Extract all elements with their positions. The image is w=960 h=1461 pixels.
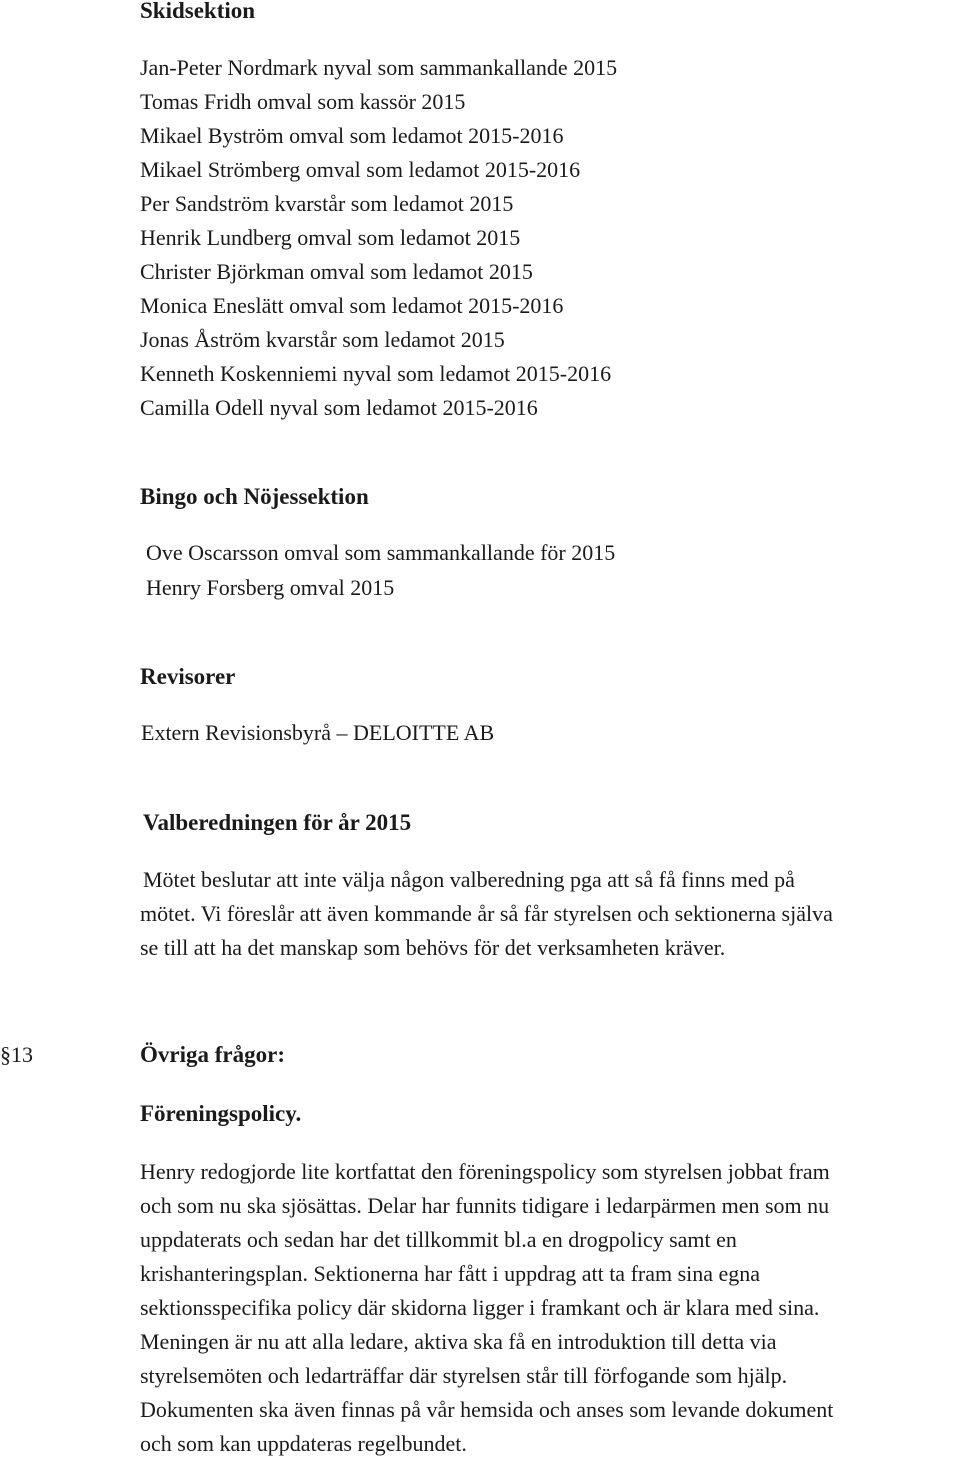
skid-line-7: Christer Björkman omval som ledamot 2015 [140,259,533,284]
valberedning-heading: Valberedningen för år 2015 [143,810,412,835]
ovriga-fragor-heading: Övriga frågor: [140,1042,285,1067]
policy-line-8: Dokumenten ska även finnas på vår hemsida och anses som levande dokument [140,1397,834,1422]
skid-line-11: Camilla Odell nyval som ledamot 2015-2016 [140,395,538,420]
skid-line-2: Tomas Fridh omval som kassör 2015 [140,89,466,114]
policy-line-3: uppdaterats och sedan har det tillkommit bl.a en drogpolicy samt en [140,1227,737,1252]
skid-line-1: Jan-Peter Nordmark nyval som sammankallande 2015 [140,55,618,80]
bingo-line-1: Ove Oscarsson omval som sammankallande för 2015 [146,540,616,565]
skid-line-8: Monica Eneslätt omval som ledamot 2015-2016 [140,293,564,318]
skid-line-10: Kenneth Koskenniemi nyval som ledamot 2015-2016 [140,361,612,386]
policy-line-6: Meningen är nu att alla ledare, aktiva ska få en introduktion till detta via [140,1329,777,1354]
section-number: §13 [0,1042,33,1067]
policy-line-1: Henry redogjorde lite kortfattat den föreningspolicy som styrelsen jobbat fram [140,1159,830,1184]
policy-line-9: och som kan uppdateras regelbundet. [140,1431,467,1456]
foreningspolicy-subheading: Föreningspolicy. [140,1101,302,1126]
policy-line-5: sektionsspecifika policy där skidorna ligger i framkant och är klara med sina. [140,1295,820,1320]
valberedning-line-2: mötet. Vi föreslår att även kommande år så får styrelsen och sektionerna själva [140,901,833,926]
skid-line-6: Henrik Lundberg omval som ledamot 2015 [140,225,521,250]
bingo-line-2: Henry Forsberg omval 2015 [146,575,395,600]
revisorer-line: Extern Revisionsbyrå – DELOITTE AB [141,720,495,745]
valberedning-line-1: Mötet beslutar att inte välja någon valberedning pga att så få finns med på [143,867,795,892]
skid-line-4: Mikael Strömberg omval som ledamot 2015-2016 [140,157,581,182]
foreningspolicy-paragraph [140,1155,833,1461]
policy-line-2: och som nu ska sjösättas. Delar har funnits tidigare i ledarpärmen men som nu [140,1193,830,1218]
skid-line-3: Mikael Byström omval som ledamot 2015-2016 [140,123,564,148]
valberedning-paragraph [140,863,833,965]
valberedning-line-3: se till att ha det manskap som behövs för det verksamheten kräver. [140,935,726,960]
policy-line-7: styrelsemöten och ledarträffar där styrelsen står till förfogande som hjälp. [140,1363,788,1388]
policy-line-4: krishanteringsplan. Sektionerna har fått i uppdrag att ta fram sina egna [140,1261,761,1286]
skid-line-9: Jonas Åström kvarstår som ledamot 2015 [140,327,505,352]
skidsektion-heading: Skidsektion [140,0,256,23]
revisorer-heading: Revisorer [140,664,236,689]
bingo-heading: Bingo och Nöjessektion [140,484,369,509]
skid-line-5: Per Sandström kvarstår som ledamot 2015 [140,191,514,216]
